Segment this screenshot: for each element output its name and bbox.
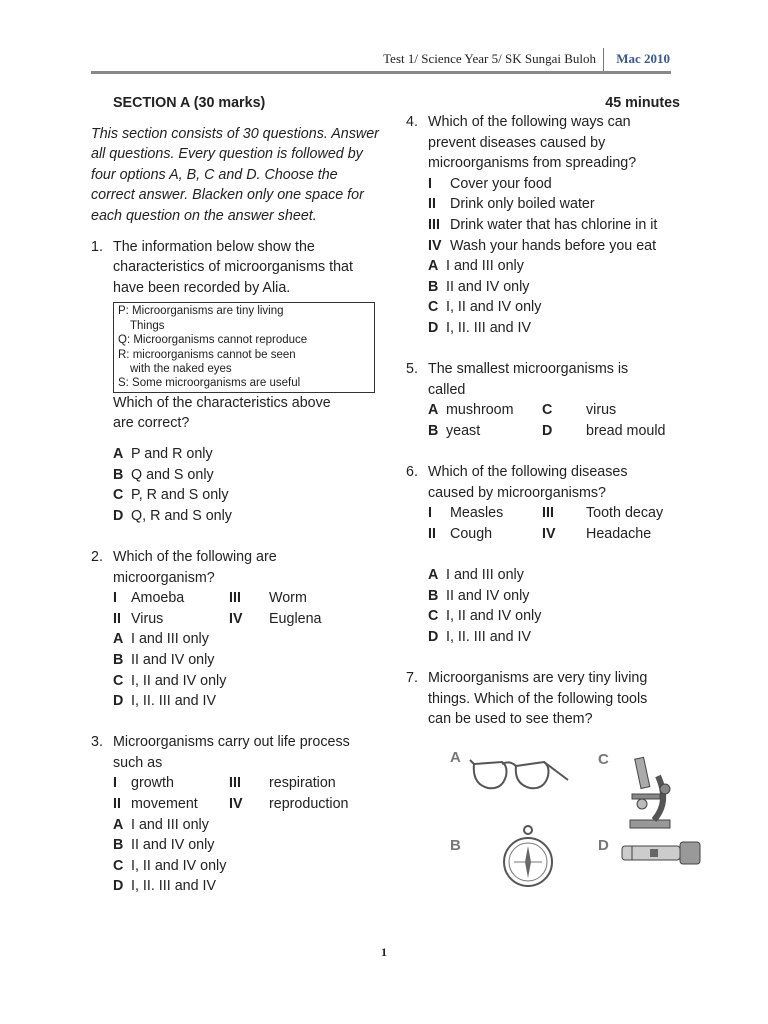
option-text: P and R only (131, 445, 213, 462)
roman-row (113, 794, 381, 815)
item-text: Cough (450, 525, 493, 542)
question-4 (406, 112, 676, 339)
info-line: with the naked eyes (130, 362, 232, 375)
option-letter: D (113, 878, 124, 895)
page-number: 1 (381, 945, 387, 959)
roman-numeral: II (428, 196, 436, 213)
option-c[interactable] (113, 856, 381, 877)
question-1 (91, 237, 381, 527)
roman-numeral: III (542, 505, 554, 522)
roman-item (428, 215, 676, 236)
question-number: 3. (91, 734, 103, 751)
item-text: Cover your food (450, 175, 552, 192)
option-letter: A (428, 258, 439, 275)
option-text: I, II. III and IV (131, 878, 217, 895)
option-text: I, II and IV only (131, 857, 227, 874)
roman-numeral: I (113, 590, 117, 607)
item-text: movement (131, 796, 198, 813)
option-text: II and IV only (446, 278, 530, 295)
info-line: P: Microorganisms are tiny living (118, 305, 284, 318)
option-b[interactable] (113, 650, 381, 671)
roman-numeral: III (428, 216, 440, 233)
option-letter: B (113, 466, 124, 483)
option-b[interactable] (113, 465, 381, 486)
question-7 (406, 668, 676, 730)
option-letter: B (113, 837, 124, 854)
roman-row (113, 773, 381, 794)
question-3 (91, 732, 381, 897)
item-text: Worm (269, 590, 307, 607)
item-text: Virus (131, 610, 164, 627)
left-column (91, 93, 381, 897)
time-allowed: 45 minutes (605, 95, 680, 111)
test-date: Mac 2010 (616, 51, 670, 66)
roman-row (428, 524, 676, 545)
question-text: The smallest microorganisms is called (428, 361, 629, 398)
option-text: I, II and IV only (131, 672, 227, 689)
item-text: Euglena (269, 610, 322, 627)
option-letter: D (542, 422, 553, 439)
roman-numeral: I (428, 175, 432, 192)
section-instructions: This section consists of 30 questions. Answer all questions. Every question is followed by four options A, B, C and D. Choose the correct answer. Blacken only one space for each question on the answer sheet. (91, 125, 379, 224)
info-box (113, 302, 375, 392)
spectacles-icon[interactable] (468, 754, 572, 794)
tool-letter-b: B (450, 836, 461, 854)
option-d[interactable] (113, 691, 381, 712)
question-number: 4. (406, 114, 418, 130)
option-text: I, II and IV only (446, 608, 542, 625)
option-letter: A (113, 631, 124, 648)
option-b[interactable] (428, 586, 676, 607)
option-c[interactable] (542, 400, 616, 421)
item-text: reproduction (269, 796, 349, 813)
item-text: Tooth decay (586, 505, 664, 522)
question-text: Which of the following diseases caused by microorganisms? (428, 464, 628, 501)
right-column (406, 93, 680, 910)
tool-letter-a: A (450, 748, 461, 766)
option-text: virus (586, 402, 617, 419)
info-line: R: microorganisms cannot be seen (118, 348, 296, 361)
option-d[interactable] (113, 506, 381, 527)
question-6 (406, 462, 676, 647)
page-header (0, 48, 670, 72)
option-a[interactable] (428, 400, 542, 421)
question-number: 2. (91, 548, 103, 565)
option-letter: C (113, 857, 124, 874)
option-row (428, 400, 676, 421)
option-text: P, R and S only (131, 487, 229, 504)
option-letter: C (542, 402, 553, 419)
option-text: II and IV only (446, 587, 530, 604)
tool-options (406, 740, 676, 910)
option-d[interactable] (113, 876, 381, 897)
item-text: Amoeba (131, 590, 185, 607)
roman-numeral: IV (229, 796, 243, 813)
option-text: I, II. III and IV (446, 628, 532, 645)
option-d[interactable] (428, 627, 676, 648)
item-text: Wash your hands before you eat (450, 237, 657, 254)
header-rule (91, 71, 671, 74)
option-a[interactable] (113, 444, 381, 465)
question-text: Microorganisms are very tiny living things. Which of the following tools can be used to see them? (428, 670, 648, 728)
option-row (428, 421, 676, 442)
section-title: SECTION A (30 marks) (113, 95, 266, 111)
roman-numeral: IV (428, 237, 442, 254)
roman-numeral: IV (229, 610, 243, 627)
tool-letter-d: D (598, 836, 609, 854)
option-text: yeast (446, 422, 481, 439)
item-text: Drink water that has chlorine in it (450, 216, 658, 233)
option-text: I and III only (446, 258, 524, 275)
option-letter: A (113, 445, 124, 462)
option-letter: D (113, 507, 124, 524)
tool-letter-c: C (598, 750, 609, 768)
option-text: II and IV only (131, 837, 215, 854)
item-text: growth (131, 775, 174, 792)
roman-numeral: I (113, 775, 117, 792)
info-line: Q: Microorganisms cannot reproduce (118, 334, 308, 347)
option-text: I and III only (131, 816, 209, 833)
roman-item (428, 236, 676, 257)
option-letter: B (428, 278, 439, 295)
question-prompt: Which of the characteristics above are correct? (113, 394, 331, 432)
question-number: 5. (406, 361, 418, 378)
header-divider (603, 48, 604, 72)
item-text: Drink only boiled water (450, 196, 595, 213)
option-c[interactable] (428, 606, 676, 627)
question-text: Microorganisms carry out life process such as (113, 734, 350, 771)
question-number: 6. (406, 464, 418, 481)
question-text: Which of the following ways can prevent diseases caused by microorganisms from spreading? (428, 114, 637, 172)
option-d[interactable] (428, 318, 676, 339)
microscope-icon[interactable] (618, 754, 688, 830)
roman-numeral: II (113, 796, 121, 813)
option-text: I and III only (131, 631, 209, 648)
info-line: S: Some microorganisms are useful (118, 377, 301, 390)
option-b[interactable] (428, 421, 542, 442)
option-letter: A (428, 402, 439, 419)
option-c[interactable] (428, 297, 676, 318)
option-a[interactable] (428, 256, 676, 277)
option-text: Q and S only (131, 466, 214, 483)
option-text: bread mould (586, 422, 666, 439)
roman-numeral: IV (542, 525, 556, 542)
roman-numeral: I (428, 505, 432, 522)
item-text: Headache (586, 525, 652, 542)
option-b[interactable] (113, 835, 381, 856)
question-text: Which of the following are microorganism? (113, 548, 277, 586)
compass-icon[interactable] (500, 824, 556, 894)
info-line: Things (130, 319, 165, 332)
item-text: respiration (269, 775, 336, 792)
option-letter: C (113, 672, 124, 689)
option-text: I, II. III and IV (131, 693, 217, 710)
option-letter: A (113, 816, 124, 833)
roman-row (113, 588, 381, 609)
question-text: The information below show the characteristics of microorganisms that have been recorded by Alia. (113, 238, 353, 296)
option-letter: D (428, 628, 439, 645)
option-c[interactable] (113, 485, 381, 506)
roman-numeral: II (113, 610, 121, 627)
option-letter: A (428, 567, 439, 584)
option-b[interactable] (428, 277, 676, 298)
roman-numeral: III (229, 590, 241, 607)
roman-item (428, 174, 676, 195)
option-d[interactable] (542, 421, 665, 442)
option-text: I, II. III and IV (446, 319, 532, 336)
question-number: 1. (91, 238, 103, 255)
question-5 (406, 359, 676, 441)
option-text: I and III only (446, 567, 524, 584)
option-c[interactable] (113, 671, 381, 692)
option-letter: D (113, 693, 124, 710)
roman-numeral: III (229, 775, 241, 792)
option-text: mushroom (446, 402, 514, 419)
option-letter: B (428, 587, 439, 604)
option-letter: C (428, 299, 439, 316)
option-a[interactable] (428, 565, 676, 586)
option-text: II and IV only (131, 651, 215, 668)
roman-row (113, 609, 381, 630)
torchlight-icon[interactable] (620, 838, 704, 868)
option-letter: B (428, 422, 439, 439)
roman-numeral: II (428, 525, 436, 542)
test-info: Test 1/ Science Year 5/ SK Sungai Buloh (383, 51, 596, 66)
option-a[interactable] (113, 815, 381, 836)
item-text: Measles (450, 505, 504, 522)
option-letter: C (428, 608, 439, 625)
option-letter: C (113, 487, 124, 504)
question-2 (91, 547, 381, 712)
option-a[interactable] (113, 629, 381, 650)
option-letter: D (428, 319, 439, 336)
roman-item (428, 194, 676, 215)
option-text: Q, R and S only (131, 507, 232, 524)
roman-row (428, 503, 676, 524)
option-letter: B (113, 651, 124, 668)
question-number: 7. (406, 670, 418, 687)
option-text: I, II and IV only (446, 299, 542, 316)
